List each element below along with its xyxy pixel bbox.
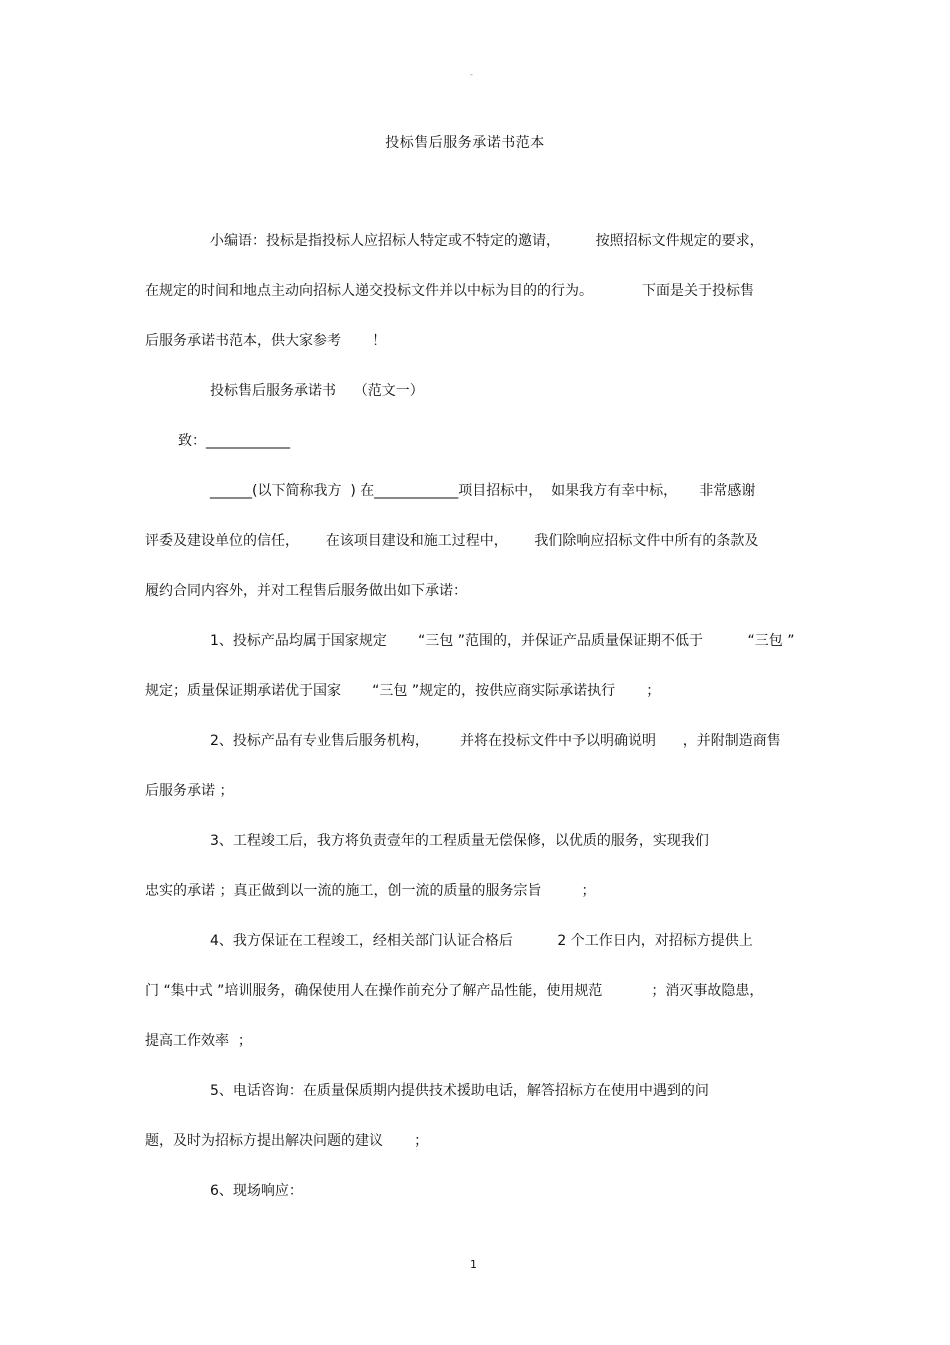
- body-line: 小编语：投标是指投标人应招标人特定或不特定的邀请， 按照招标文件规定的要求，: [210, 233, 764, 249]
- body-line: ______(以下简称我方 ) 在____________项目招标中， 如果我方有幸中标， 非常感谢: [210, 483, 756, 499]
- list-item-line: 4、我方保证在工程竣工，经相关部门认证合格后 2 个工作日内，对招标方提供上: [210, 933, 753, 949]
- list-item-line: 题，及时为招标方提出解决问题的建议 ；: [145, 1133, 429, 1149]
- list-item-line: 6、现场响应：: [210, 1183, 303, 1199]
- page-number: 1: [470, 1258, 477, 1271]
- header-mark: -: [470, 70, 473, 79]
- list-item-line: 忠实的承诺 ；真正做到以一流的施工，创一流的质量的服务宗旨 ；: [145, 883, 596, 899]
- section-heading: 投标售后服务承诺书 （范文一）: [210, 383, 424, 399]
- list-item-line: 规定；质量保证期承诺优于国家 “三包 ”规定的，按供应商实际承诺执行 ；: [145, 683, 661, 699]
- body-line: 后服务承诺书范本，供大家参考 ！: [145, 333, 387, 349]
- list-item-line: 1、投标产品均属于国家规定 “三包 ”范围的，并保证产品质量保证期不低于 “三包 ”: [210, 633, 795, 649]
- list-item-line: 后服务承诺 ；: [145, 783, 234, 799]
- body-line: 评委及建设单位的信任， 在该项目建设和施工过程中， 我们除响应招标文件中所有的条款及: [145, 533, 759, 549]
- list-item-line: 2、投标产品有专业售后服务机构， 并将在投标文件中予以明确说明 ，并附制造商售: [210, 733, 781, 749]
- list-item-line: 提高工作效率 ；: [145, 1033, 252, 1049]
- list-item-line: 3、工程竣工后，我方将负责壹年的工程质量无偿保修，以优质的服务，实现我们: [210, 833, 709, 849]
- list-item-line: 门 “集中式 ”培训服务，确保使用人在操作前充分了解产品性能，使用规范 ；消灭事故隐患，: [145, 983, 764, 999]
- body-line: 在规定的时间和地点主动向招标人递交投标文件并以中标为目的的行为。 下面是关于投标售: [145, 283, 754, 299]
- list-item-line: 5、电话咨询：在质量保质期内提供技术援助电话，解答招标方在使用中遇到的问: [210, 1083, 709, 1099]
- document-title: 投标售后服务承诺书范本: [385, 135, 545, 151]
- body-line: 履约合同内容外，并对工程售后服务做出如下承诺：: [145, 583, 467, 599]
- addressee-line: 致：____________: [178, 433, 290, 449]
